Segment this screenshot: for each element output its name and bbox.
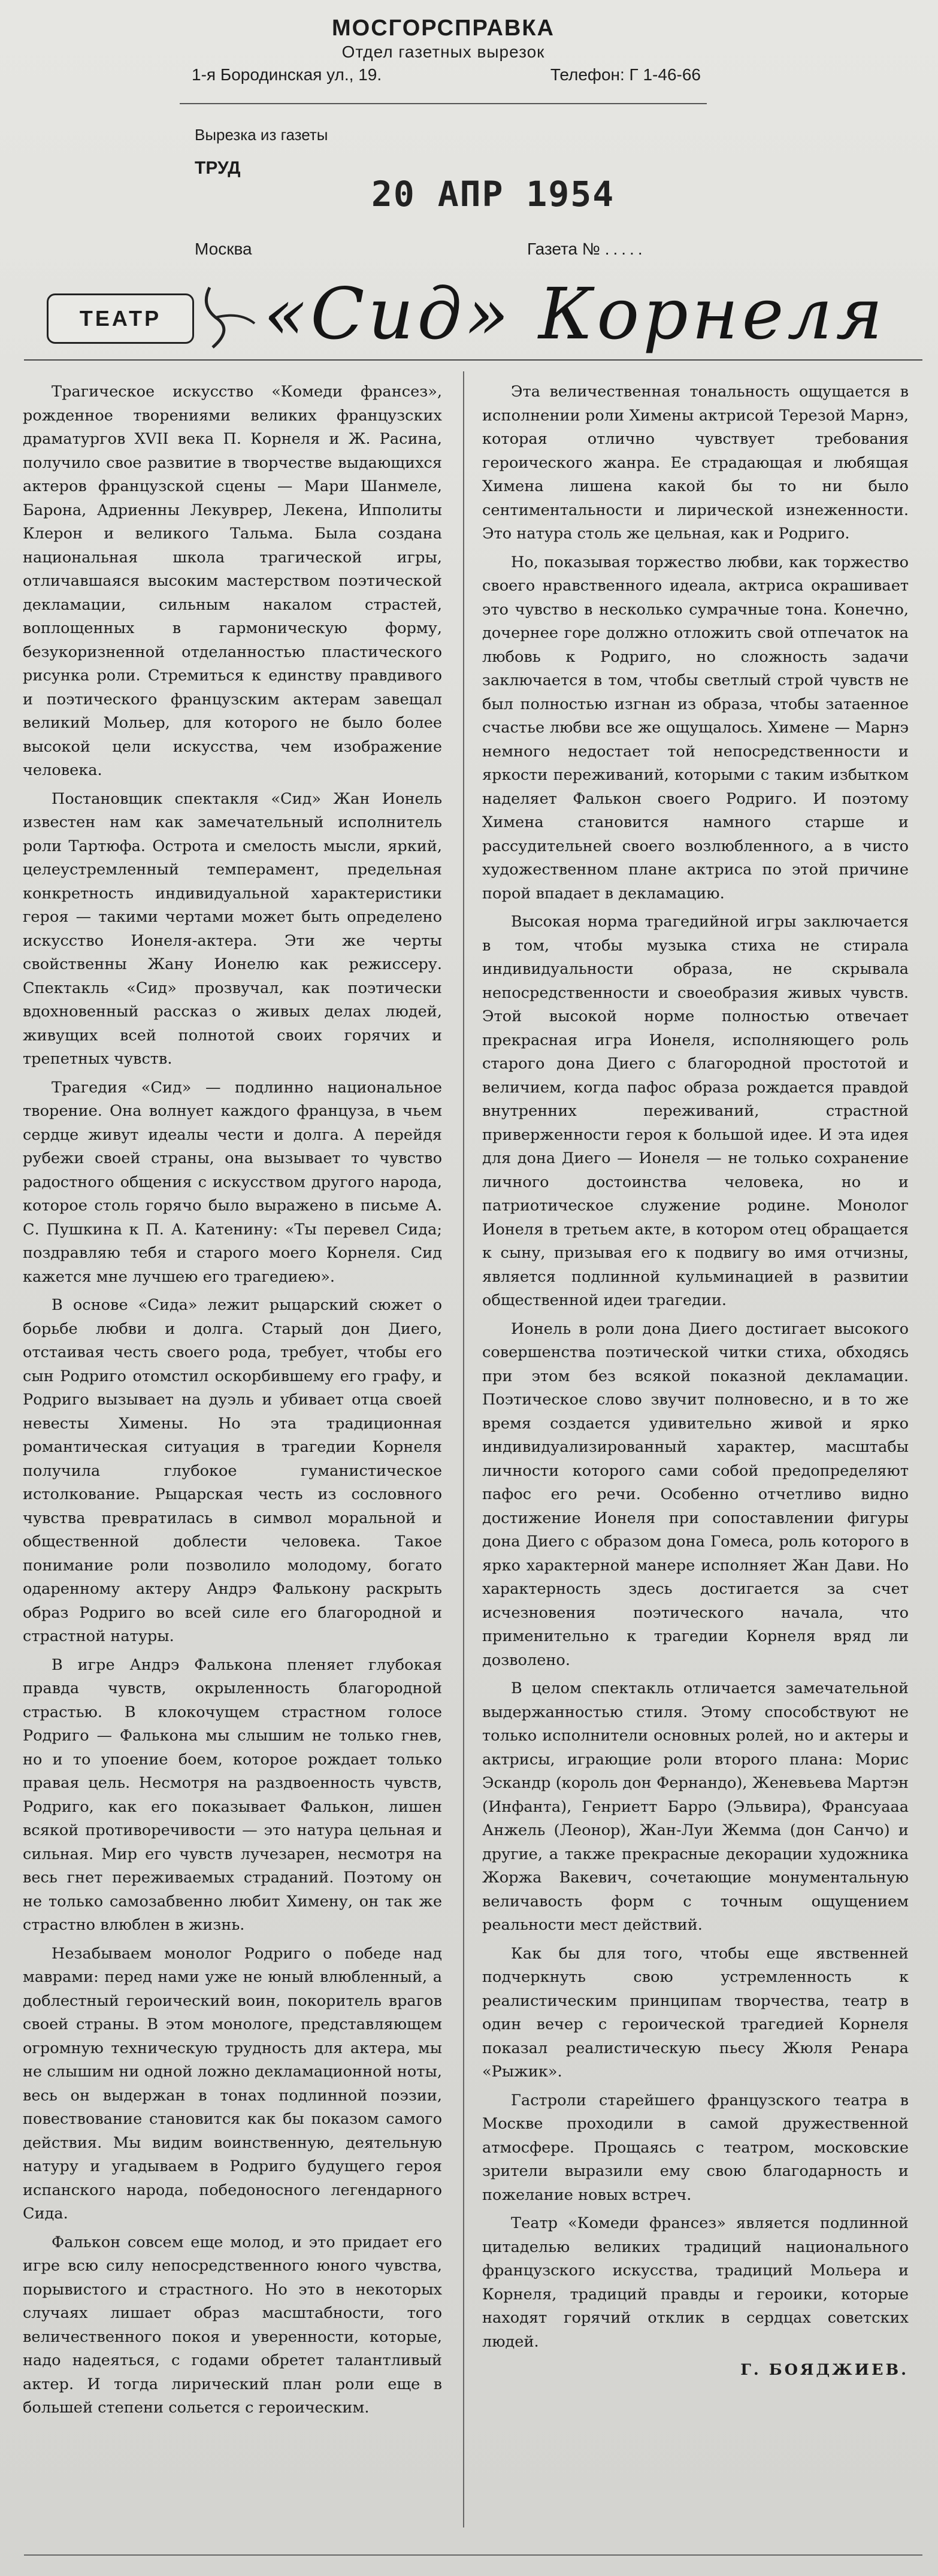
title-divider xyxy=(24,359,922,361)
decorative-swirl-icon xyxy=(198,281,264,353)
clipping-label: Вырезка из газеты xyxy=(195,126,328,144)
department-name: Отдел газетных вырезок xyxy=(341,43,545,61)
street-address: 1-я Бородинская ул., 19. xyxy=(192,65,382,84)
newspaper-number-label: Газета № xyxy=(527,240,600,258)
phone-number: Телефон: Г 1-46-66 xyxy=(550,65,701,84)
paragraph: Трагедия «Сид» — подлинно национальное творение. Она волнует каждого француза, в чьем сердце живут идеалы чести и долга. А перейдя рубежи своей страны, она вызывает то чувство радостного общения с искусством другого народа, которое столь горячо было выражено в письме А. С. Пушкина к П. А. Катенину: «Ты перевел Сида; поздравляю тебя и старого моего Корнеля. Сид кажется мне лучшею его трагедиею». xyxy=(23,1078,442,1286)
bottom-rule xyxy=(24,2554,922,2556)
paragraph: Высокая норма трагедийной игры заключается в том, чтобы музыка стиха не стирала индивидуальности образа, не скрывала непосредственности и своеобразия живых чувств. Этой высокой норме полностью отвечает прекрасная игра Ионеля, исполняющего роль старого дона Диего с благородной простотой и величием, когда пафос образа рождается правдой внутренних переживаний, страстной приверженности героя к большой идее. И эта идея для дона Диего — Ионеля — не только сохранение личного достоинства человека, но и патриотическое служение родине. Монолог Ионеля в третьем акте, в котором отец обращается к сыну, призывая его к подвигу во имя отчизны, является подлинной кульминацией в развитии общественной идеи трагедии. xyxy=(482,913,909,1309)
column-divider xyxy=(463,371,464,2527)
paragraph: Ионель в роли дона Диего достигает высокого совершенства поэтической читки стиха, обходясь при этом без всякой показной декламации. Поэтическое слово звучит полновесно, и в то же время создается удивительно живой и ярко индивидуализированный характер, масштабы личности которого сами собой предопределяют пафос его речи. Особенно отчетливо видно достижение Ионеля при сопоставлении фигуры дона Диего с образом дона Гомеса, роль которого в ярко характерной манере исполняет Жан Дави. Но характерность здесь достигается за счет исчезновения поэтического начала, что применительно к трагедии Корнеля вряд ли дозволено. xyxy=(482,1319,909,1669)
paragraph: Постановщик спектакля «Сид» Жан Ионель известен нам как замечательный исполнитель роли Тартюфа. Острота и смелость мысли, яркий, целеустремленный темперамент, предельная конкретность индивидуальной характеристики героя — такими чертами может быть определено искусство Ионеля-актера. Эти же черты свойственны Жану Ионелю как режиссеру. Спектакль «Сид» прозвучал, как поэтически вдохновенный рассказ о живых делах людей, живущих всей полнотой своих горячих и трепетных чувств. xyxy=(23,789,442,1068)
city-label: Москва xyxy=(195,240,252,258)
paragraph: Как бы для того, чтобы еще явственней подчеркнуть свою устремленность к реалистическим принципам творчества, театр в один вечер с героической трагедией Корнеля показал реалистическую пьесу Жюля Ренара «Рыжик». xyxy=(482,1944,909,2081)
author-signature: Г. БОЯДЖИЕВ. xyxy=(740,2361,909,2379)
date-stamp: 20 АПР 1954 xyxy=(371,174,615,214)
paragraph: В игре Андрэ Фалькона пленяет глубокая правда чувств, окрыленность благородной страстью. В клокочущем страстном голосе Родриго — Фалькона мы слышим не только гнев, но и то упоение боем, которое рождает только правая цель. Несмотря на раздвоенность чувств, Родриго, как его показывает Фалькон, лишен всякой противоречивости — это натура цельная и сильная. Мир его чувств лучезарен, несмотря на весь гнет переживаемых страданий. Поэтому он не только самозабвенно любит Химену, он так же страстно влюблен в жизнь. xyxy=(23,1655,442,1934)
paragraph: Но, показывая торжество любви, как торжество своего нравственного идеала, актриса окрашивает это чувство в несколько сумрачные тона. Конечно, дочернее горе должно отложить свой отпечаток на любовь к Родриго, но сложность задачи заключается в том, чтобы светлый строй чувств не был полностью изгнан из образа, чтобы затаенное счастье любви все же ощущалось. Химене — Марнэ немного недостает той непосредственности и яркости переживаний, которыми с таким избытком наделяет Фалькон своего Родриго. И поэтому Химена становится намного старше и рассудительней своего возлюбленного, а в чисто художественном плане актриса по этой причине порой впадает в декламацию. xyxy=(482,553,909,903)
paragraph: В целом спектакль отличается замечательной выдержанностью стиля. Этому способствуют не только исполнители основных ролей, но и актеры и актрисы, играющие роли второго плана: Морис Эскандр (король дон Фернандо), Женевьева Мартэн (Инфанта), Генриетт Барро (Эльвира), Франсуааа Анжель (Леонор), Жан-Луи Жемма (дон Санчо) и другие, а также прекрасные декорации художника Жоржа Вакевич, сочетающие монументальную величавость форм с точным ощущением реальности мест действий. xyxy=(482,1679,909,1934)
newspaper-number-blank: ..... xyxy=(604,240,646,258)
paragraph: В основе «Сида» лежит рыцарский сюжет о борьбе любви и долга. Старый дон Диего, отстаивая честь своего рода, требует, чтобы его сын Родриго отомстил оскорбившему его графу, и Родриго вызывает на дуэль и убивает отца своей невесты Химены. Но эта традиционная романтическая ситуация в трагедии Корнеля получила глубокое гуманистическое истолкование. Рыцарская честь из сословного чувства превратилась в символ моральной и общественной доблести человека. Такое понимание роли позволило молодому, богато одаренному актеру Андрэ Фалькону раскрыть образ Родриго во всей силе его благородной и страстной натуры. xyxy=(23,1296,442,1645)
article-column-right xyxy=(482,380,909,2383)
bureau-name: МОСГОРСПРАВКА xyxy=(332,16,555,41)
newspaper-name: ТРУД xyxy=(195,158,241,178)
newspaper-number xyxy=(527,240,646,259)
header-divider xyxy=(180,103,707,104)
paragraph: Эта величественная тональность ощущается в исполнении роли Химены актрисой Терезой Марнэ, которая отлично чувствует требования героического жанра. Ее страдающая и любящая Химена лишена какой бы то ни было сентиментальности и лирической изнеженности. Это натура столь же цельная, как и Родриго. xyxy=(482,383,909,543)
paragraph: Трагическое искусство «Комеди франсез», рожденное творениями великих французских драматургов XVII века П. Корнеля и Ж. Расина, получило свое развитие в творчестве выдающихся актеров французской сцены — Мари Шанмеле, Барона, Адриенны Лекуврер, Лекена, Ипполиты Клерон и великого Тальма. Была создана национальная школа трагической игры, отличавшаяся высоким мастерством поэтической декламации, сильным накалом страстей, воплощенных в гармоническую форму, безукоризненной отделанностью пластического рисунка роли. Стремиться к единству правдивого и поэтического французским актерам завещал великий Мольер, для которого не было более высокой цели искусства, чем изображение человека. xyxy=(23,383,442,779)
address-line xyxy=(174,65,713,84)
paragraph: Фалькон совсем еще молод, и это придает его игре всю силу непосредственного юного чувства, порывистого и страстного. Но это в некоторых случаях лишает образ масштабности, того величественного покоя и уверенности, которые, надо надеяться, с годами обретет талантливый актер. И тогда лирический план роли еще в большей степени сольется с героическим. xyxy=(23,2233,442,2417)
clipping-header xyxy=(174,12,713,84)
article-title: «Сид» Корнеля xyxy=(264,273,886,355)
paragraph: Театр «Комеди франсез» является подлинной цитаделью великих традиций национального французского искусства, традиций Мольера и Корнеля, традиций правды и героики, которые находят горячий отклик в сердцах советских людей. xyxy=(482,2214,909,2351)
section-badge: ТЕАТР xyxy=(47,293,194,344)
paragraph: Незабываем монолог Родриго о победе над маврами: перед нами уже не юный влюбленный, а доблестный героический воин, покоритель врагов своей страны. В этом монологе, представляющем огромную техническую трудность для актера, мы не слышим ни одной ложно декламационной ноты, весь он выдержан в тонах подлинной поэзии, повествование становится как бы показом самого действия. Мы видим воинственную, деятельную натуру и угадываем в Родриго будущего героя испанского народа, победоносного легендарного Сида. xyxy=(23,1944,442,2223)
paragraph: Гастроли старейшего французского театра в Москве проходили в самой дружественной атмосфере. Прощаясь с театром, московские зрители выразили ему свою благодарность и пожелание новых встреч. xyxy=(482,2091,909,2204)
article-column-left xyxy=(23,380,442,2425)
